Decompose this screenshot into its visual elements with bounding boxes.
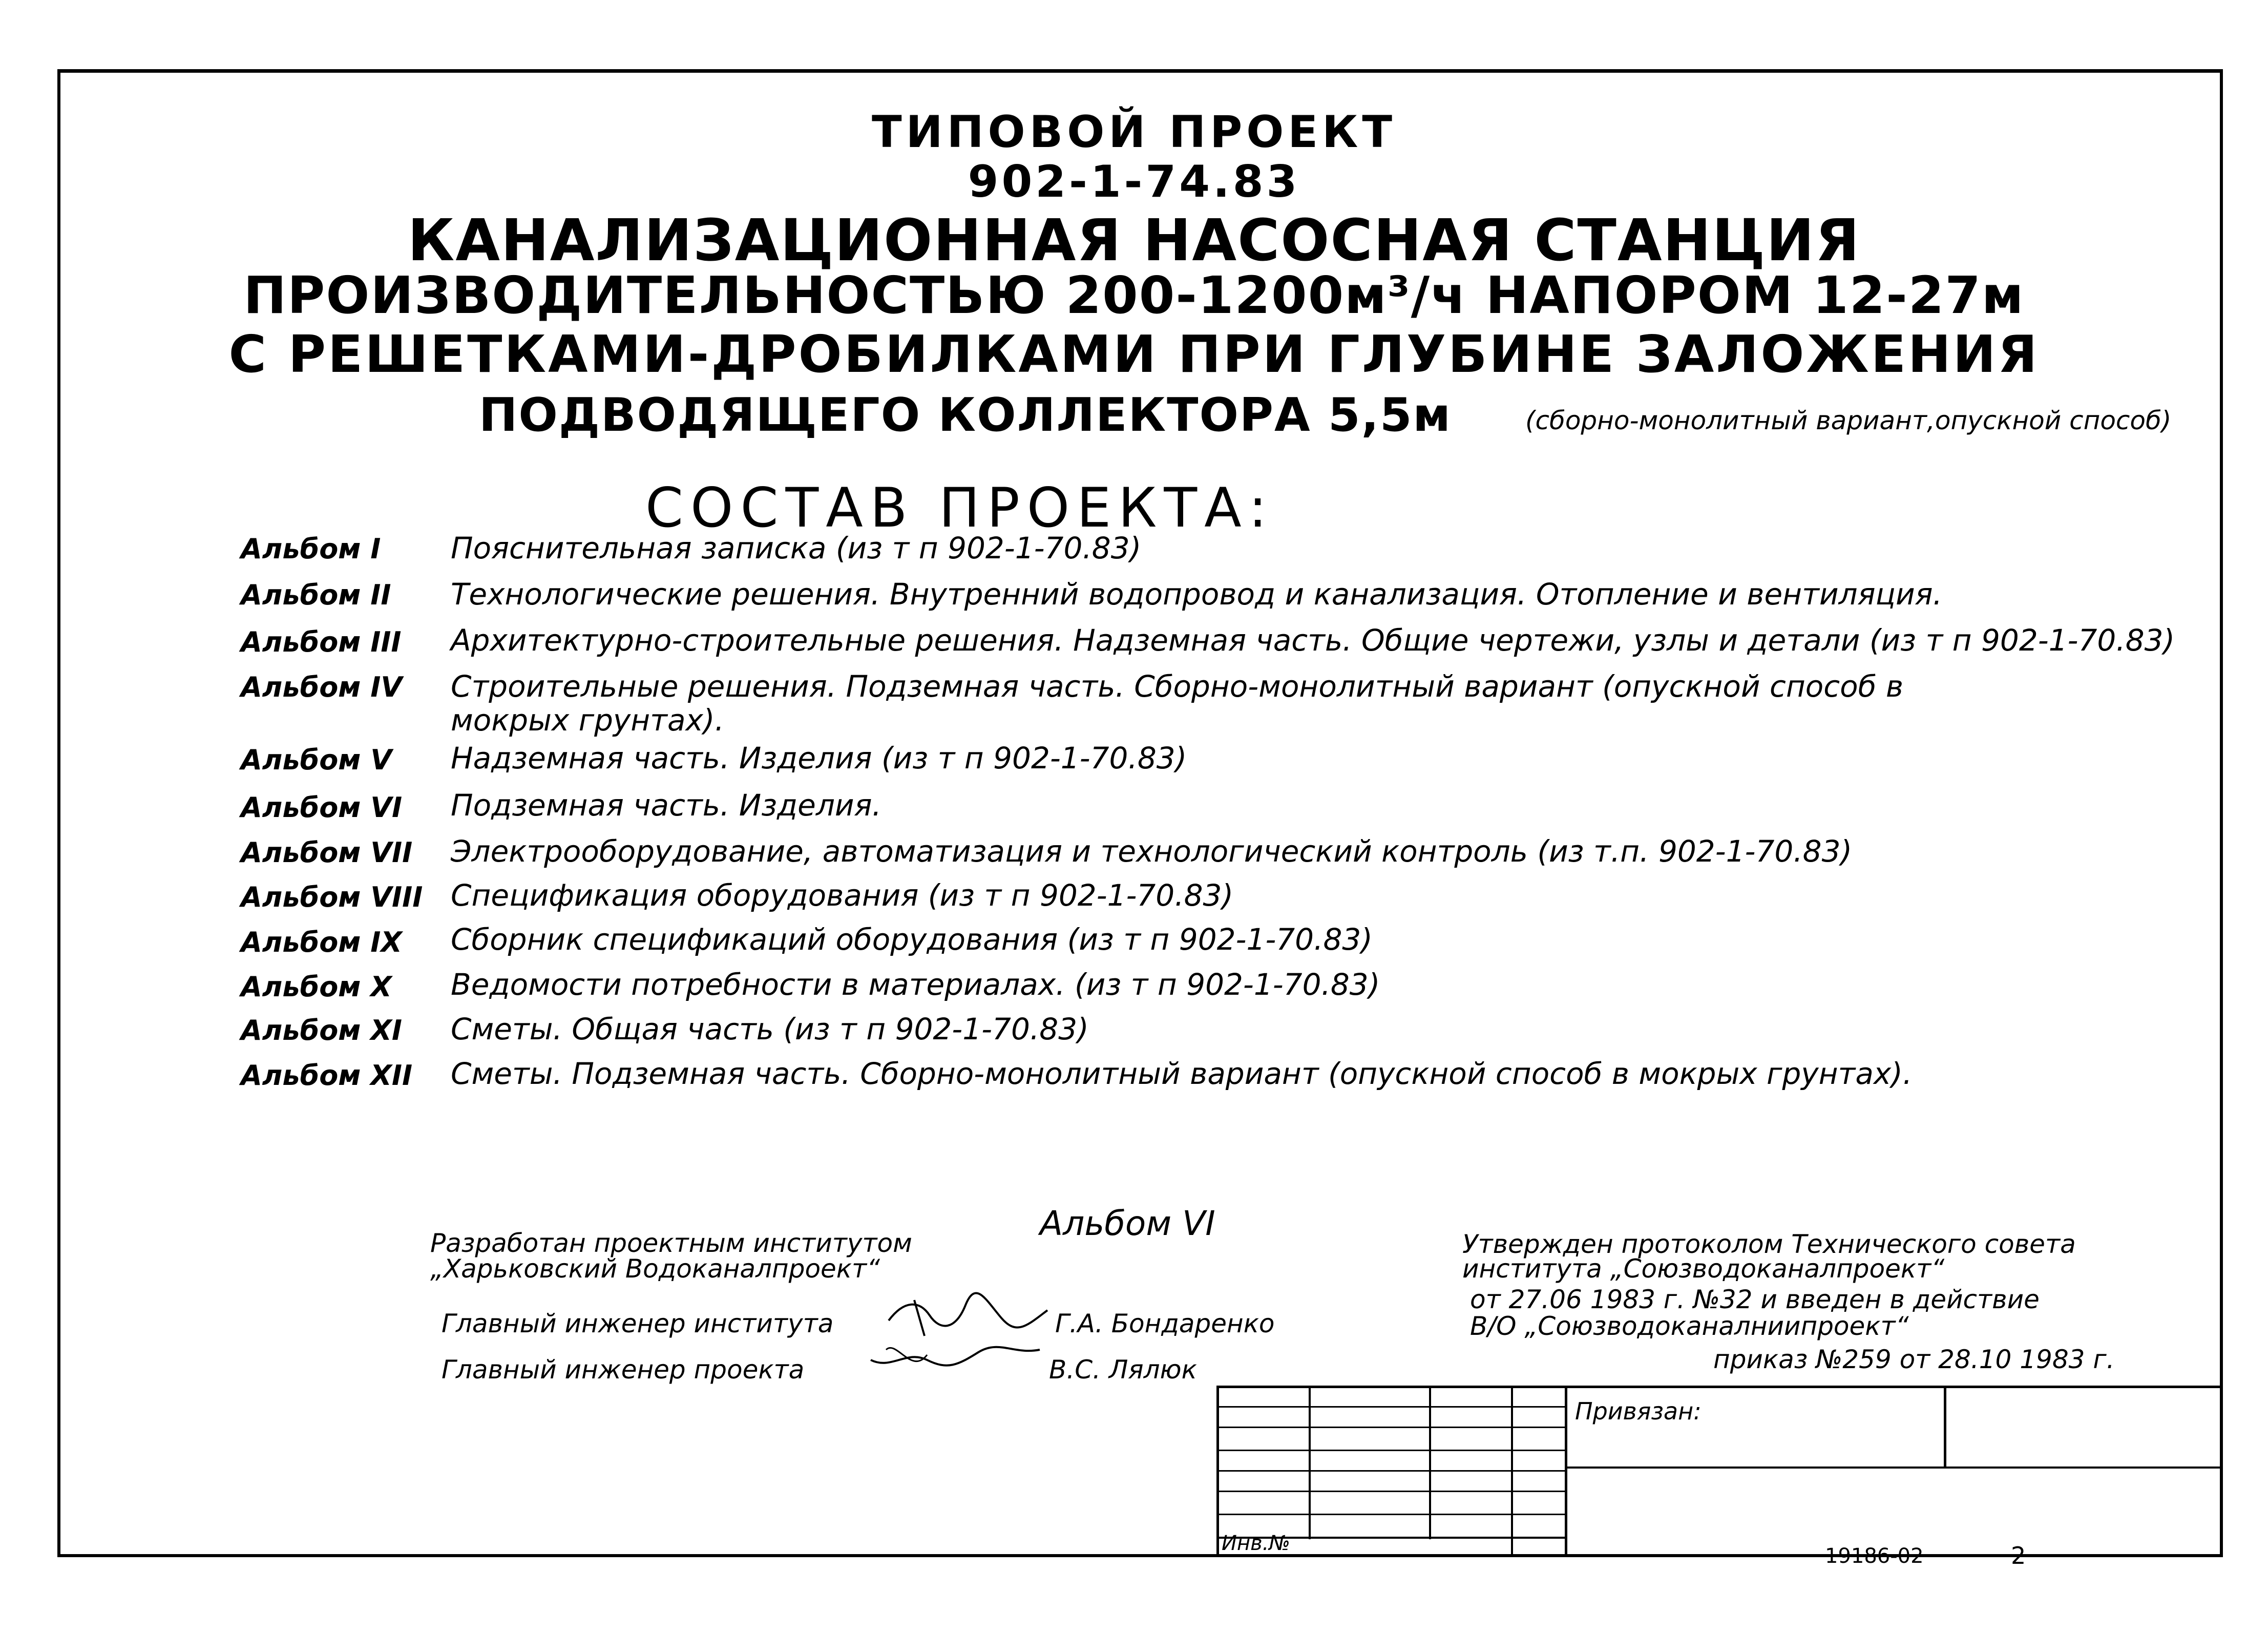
album-number: Альбом II: [241, 579, 391, 611]
approval-line-3: от 27.06 1983 г. №32 и введен в действие: [1470, 1285, 2040, 1314]
album-number: Альбом IX: [241, 926, 402, 958]
inventory-number-label: Инв.№: [1222, 1532, 1290, 1555]
composition-title: СОСТАВ ПРОЕКТА:: [645, 476, 1274, 539]
album-number: Альбом VII: [241, 836, 413, 869]
album-description: Архитектурно-строительные решения. Надземная часть. Общие чертежи, узлы и детали (из т п 902-1-70.83): [451, 623, 2175, 658]
chief-engineer-project-label: Главный инженер проекта: [442, 1355, 805, 1385]
chief-engineer-institute-label: Главный инженер института: [442, 1309, 834, 1338]
signature-lyalyuk: [866, 1334, 1050, 1380]
album-description: Технологические решения. Внутренний водопровод и канализация. Отопление и вентиляция.: [451, 577, 1943, 612]
variant-note: (сборно-монолитный вариант,опускной способ): [1525, 406, 2172, 435]
album-number: Альбом V: [241, 744, 392, 776]
developer-institute-name: „Харьковский Водоканалпроект“: [430, 1254, 880, 1284]
album-description: Сметы. Общая часть (из т п 902-1-70.83): [451, 1012, 1089, 1046]
album-number: Альбом III: [241, 626, 402, 658]
album-description: Ведомости потребности в материалах. (из т п 902-1-70.83): [451, 967, 1380, 1002]
signature-bondarenko: [884, 1290, 1053, 1341]
current-album-label: Альбом VI: [1040, 1204, 1215, 1243]
album-description: Подземная часть. Изделия.: [451, 788, 881, 823]
album-description: Сметы. Подземная часть. Сборно-монолитный вариант (опускной способ в мокрых грунтах).: [451, 1056, 1913, 1091]
album-number: Альбом IV: [241, 671, 403, 703]
title-block-stamp: [1216, 1386, 2223, 1557]
station-title: КАНАЛИЗАЦИОННАЯ НАСОСНАЯ СТАНЦИЯ: [407, 207, 1861, 274]
binding-label: Привязан:: [1575, 1397, 1702, 1425]
chief-engineer-project-name: В.С. Лялюк: [1049, 1355, 1197, 1385]
album-number: Альбом VIII: [241, 881, 423, 913]
approval-order: приказ №259 от 28.10 1983 г.: [1713, 1345, 2115, 1374]
album-description-continued: мокрых грунтах).: [451, 703, 724, 738]
approval-line-2: института „Союзводоканалпроект“: [1462, 1254, 1945, 1284]
album-number: Альбом XII: [241, 1059, 413, 1092]
document-number: 19186-02: [1825, 1544, 1924, 1568]
album-number: Альбом X: [241, 971, 392, 1003]
album-description: Строительные решения. Подземная часть. Сборно-монолитный вариант (опускной способ в: [451, 669, 1904, 704]
album-description: Надземная часть. Изделия (из т п 902-1-70.83): [451, 741, 1187, 776]
page-number: 2: [2011, 1542, 2026, 1569]
capacity-line: ПРОИЗВОДИТЕЛЬНОСТЬЮ 200-1200м³/ч НАПОРОМ 12-27м: [243, 265, 2025, 325]
margin-mark: [2220, 813, 2223, 844]
grating-line: С РЕШЕТКАМИ-ДРОБИЛКАМИ ПРИ ГЛУБИНЕ ЗАЛОЖЕНИЯ: [228, 324, 2040, 384]
developer-institute-line: Разработан проектным институтом: [430, 1228, 912, 1258]
album-description: Сборник спецификаций оборудования (из т п 902-1-70.83): [451, 922, 1373, 957]
collector-line: ПОДВОДЯЩЕГО КОЛЛЕКТОРА 5,5м: [479, 388, 1452, 442]
project-type-title: ТИПОВОЙ ПРОЕКТ: [871, 107, 1397, 158]
album-number: Альбом XI: [241, 1014, 402, 1046]
approval-line-1: Утвержден протоколом Технического совета: [1462, 1229, 2076, 1259]
chief-engineer-institute-name: Г.А. Бондаренко: [1055, 1309, 1275, 1338]
album-description: Спецификация оборудования (из т п 902-1-70.83): [451, 878, 1234, 913]
album-description: Электрооборудование, автоматизация и технологический контроль (из т.п. 902-1-70.83): [451, 834, 1853, 869]
project-number: 902-1-74.83: [968, 156, 1300, 207]
approval-line-4: В/О „Союзводоканалниипроект“: [1470, 1311, 1909, 1341]
album-description: Пояснительная записка (из т п 902-1-70.83): [451, 531, 1142, 565]
album-number: Альбом VI: [241, 791, 403, 824]
album-number: Альбом I: [241, 533, 381, 565]
